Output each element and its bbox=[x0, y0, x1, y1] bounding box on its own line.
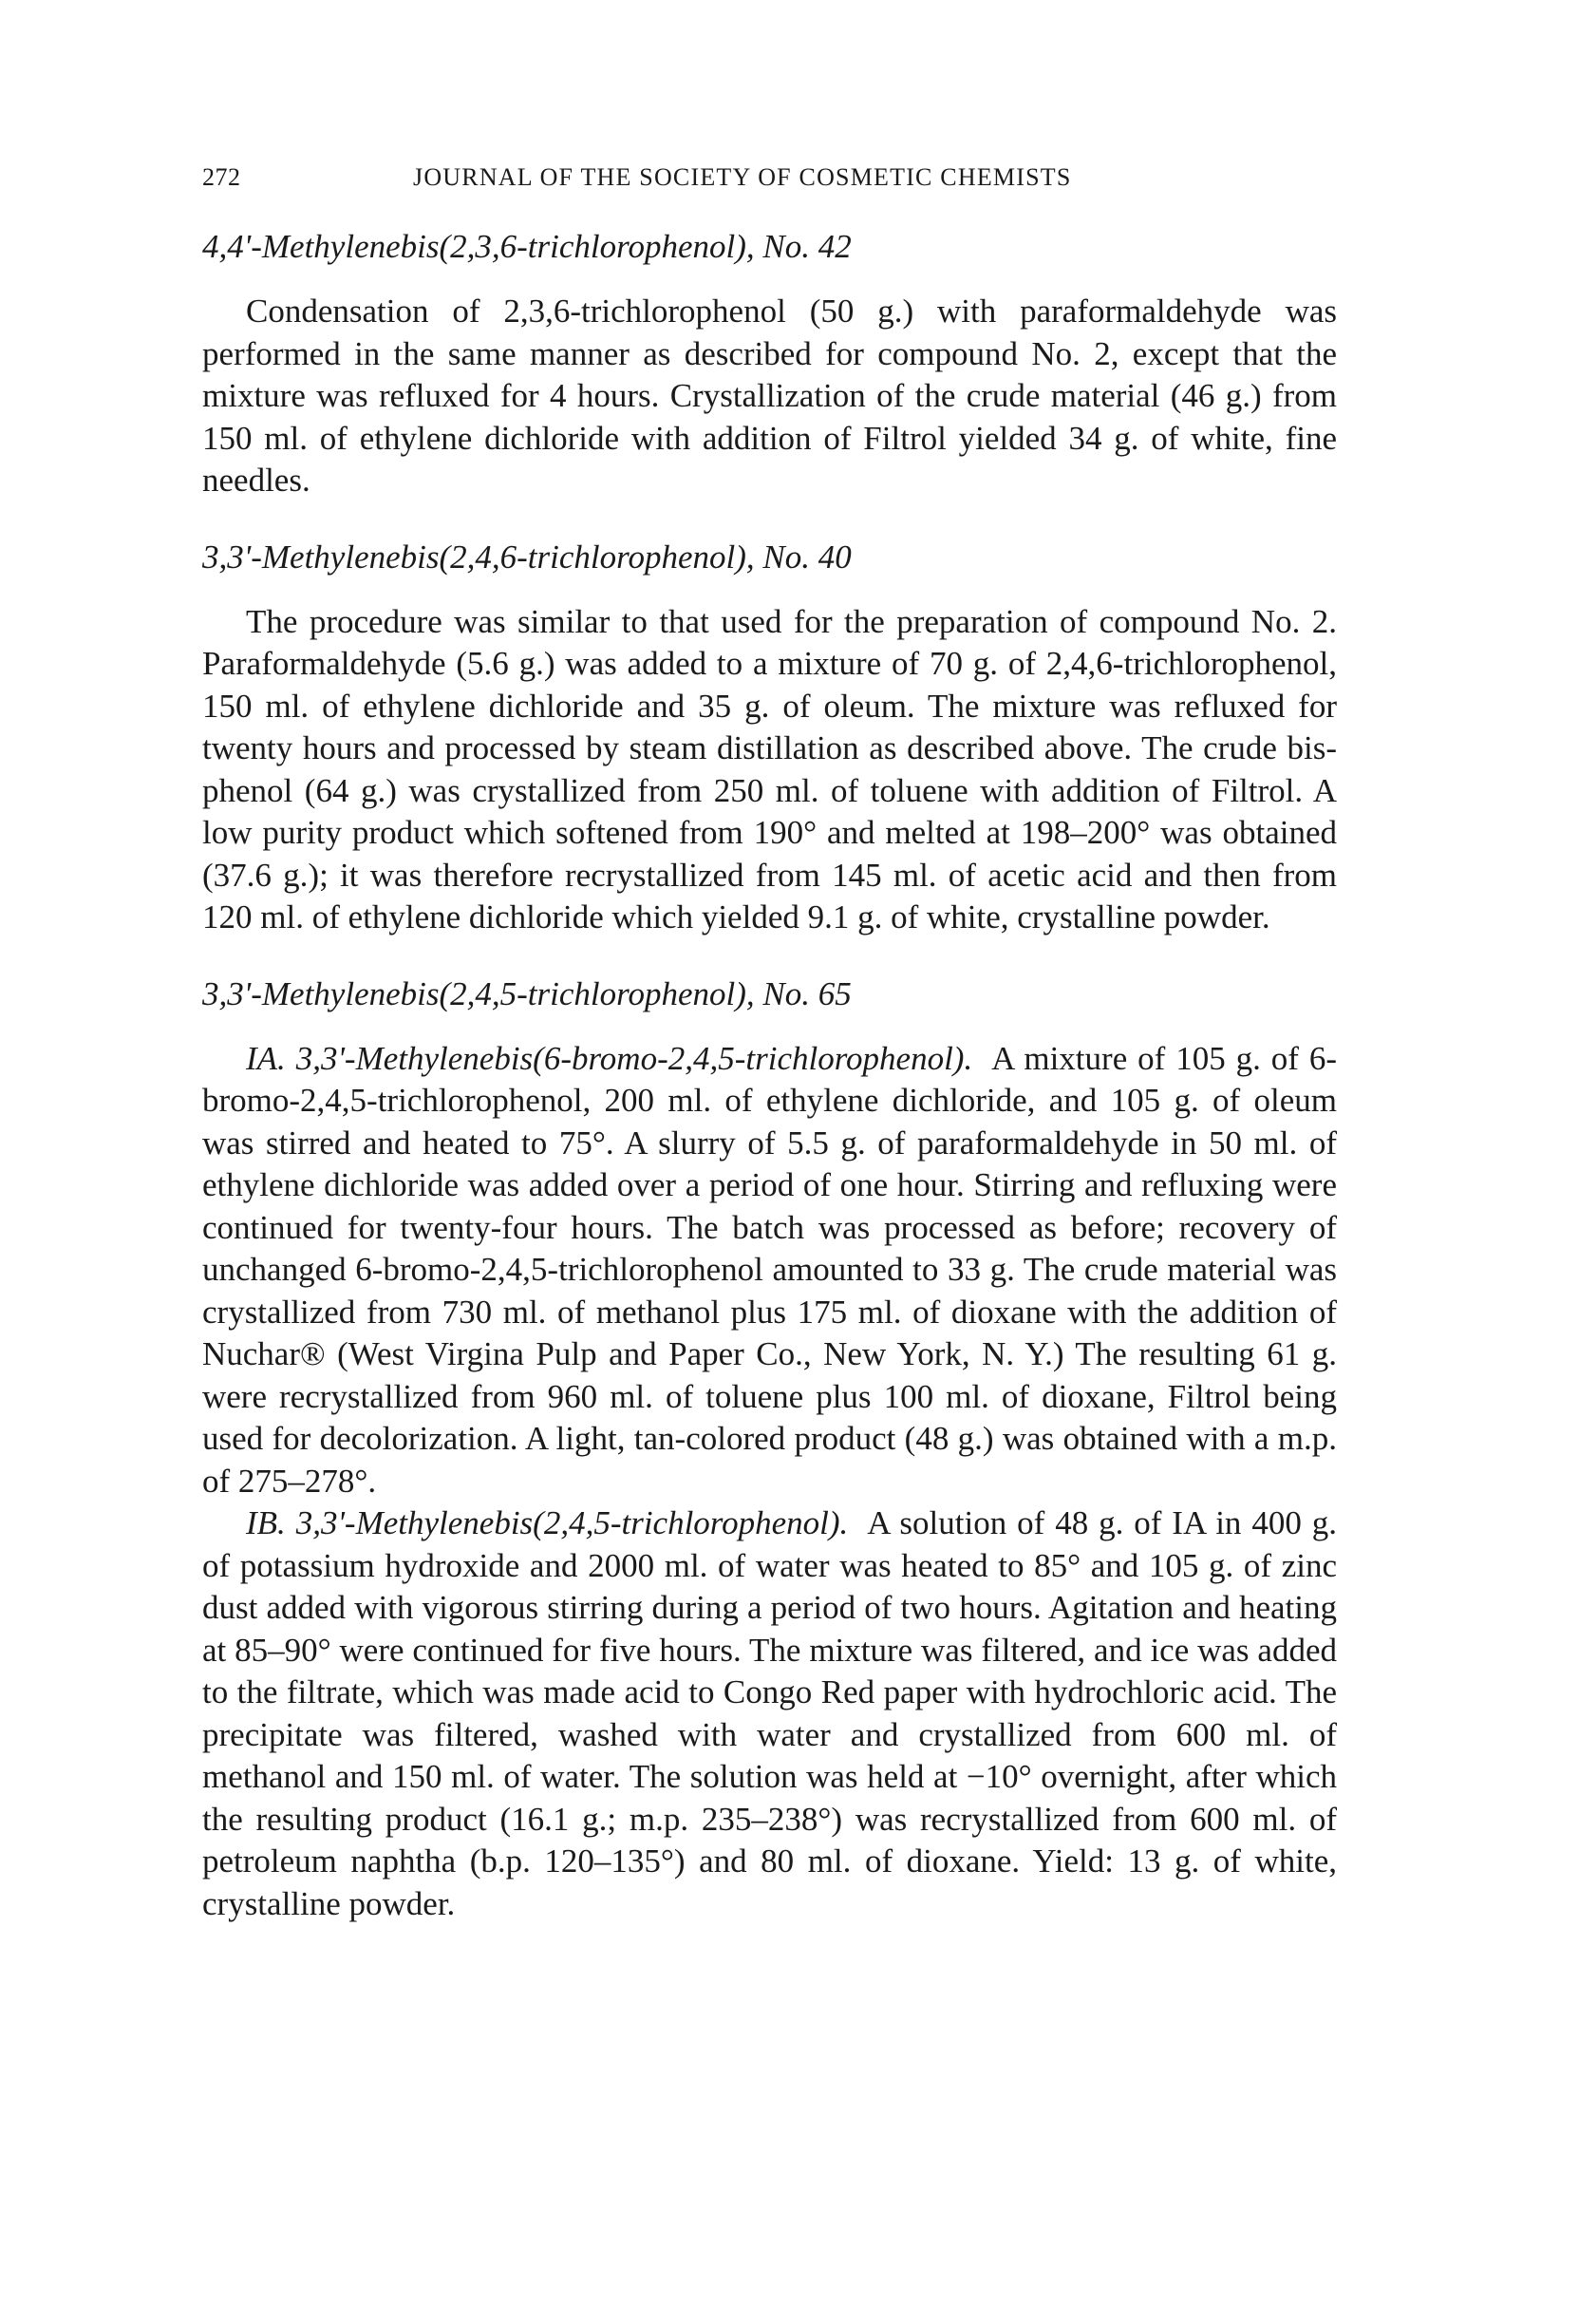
running-head: JOURNAL OF THE SOCIETY OF COSMETIC CHEMISTS bbox=[413, 163, 1072, 191]
section-compound-65 bbox=[202, 973, 1337, 1926]
page-number: 272 bbox=[202, 163, 241, 191]
paragraph-run-in-title: IA. 3,3'-Methylenebis(6-bromo-2,4,5-trichlorophenol). bbox=[246, 1039, 973, 1077]
paragraph bbox=[202, 601, 1337, 939]
paragraph-run-in-title: IB. 3,3'-Methylenebis(2,4,5-trichlorophenol). bbox=[246, 1504, 849, 1541]
section-compound-40 bbox=[202, 537, 1337, 939]
paragraph-text: The procedure was similar to that used for the preparation of compound No. 2. Paraformaldehyde (5.6 g.) was added to a mixture of 70 g. of 2,4,6-trichlorophenol, 150 ml. of ethylene dichloride and 35 g. of oleum. The mixture was refluxed for twenty hours and processed by steam distillation as described above. The crude bis-phenol (64 g.) was crystallized from 250 ml. of toluene with addition of Filtrol. A low purity product which softened from 190° and melted at 198–200° was obtained (37.6 g.); it was therefore recrystallized from 145 ml. of acetic acid and then from 120 ml. of ethylene dichloride which yielded 9.1 g. of white, crystalline powder. bbox=[202, 602, 1337, 935]
paragraph-text: A solution of 48 g. of IA in 400 g. of potassium hydroxide and 2000 ml. of water was heated to 85° and 105 g. of zinc dust added with vigorous stirring during a period of two hours. Agitation and heating at 85–90° were continued for five hours. The mixture was filtered, and ice was added to the filtrate, which was made acid to Congo Red paper with hydrochloric acid. The precipitate was filtered, washed with water and crystallized from 600 ml. of methanol and 150 ml. of water. The solution was held at −10° overnight, after which the resulting product (16.1 g.; m.p. 235–238°) was recrystallized from 600 ml. of petroleum naphtha (b.p. 120–135°) and 80 ml. of dioxane. Yield: 13 g. of white, crystalline powder. bbox=[202, 1504, 1337, 1922]
paragraph bbox=[202, 291, 1337, 502]
article-body bbox=[202, 226, 1337, 1959]
paragraph-ib bbox=[202, 1502, 1337, 1925]
paragraph-text: Condensation of 2,3,6-trichlorophenol (50 g.) with paraformaldehyde was performed in the same manner as described for compound No. 2, except that the mixture was refluxed for 4 hours. Crystallization of the crude material (46 g.) from 150 ml. of ethylene dichloride with addition of Filtrol yielded 34 g. of white, fine needles. bbox=[202, 293, 1337, 499]
paragraph-text: A mixture of 105 g. of 6-bromo-2,4,5-trichlorophenol, 200 ml. of ethylene dichloride, and 105 g. of oleum was stirred and heated to 75°. A slurry of 5.5 g. of paraformaldehyde in 50 ml. of ethylene dichloride was added over a period of one hour. Stirring and refluxing were continued for twenty-four hours. The batch was processed as before; recovery of unchanged 6-bromo-2,4,5-trichlorophenol amounted to 33 g. The crude material was crystallized from 730 ml. of methanol plus 175 ml. of dioxane with the addition of Nuchar® (West Virgina Pulp and Paper Co., New York, N. Y.) The resulting 61 g. were recrystallized from 960 ml. of toluene plus 100 ml. of dioxane, Filtrol being used for decolorization. A light, tan-colored product (48 g.) was obtained with a m.p. of 275–278°. bbox=[202, 1039, 1337, 1500]
section-title: 3,3'-Methylenebis(2,4,6-trichlorophenol), No. 40 bbox=[202, 538, 852, 576]
section-compound-42 bbox=[202, 226, 1337, 502]
page-header bbox=[202, 163, 1337, 198]
section-title: 3,3'-Methylenebis(2,4,5-trichlorophenol), No. 65 bbox=[202, 974, 852, 1012]
section-title: 4,4'-Methylenebis(2,3,6-trichlorophenol), No. 42 bbox=[202, 228, 852, 265]
paragraph-ia bbox=[202, 1038, 1337, 1503]
